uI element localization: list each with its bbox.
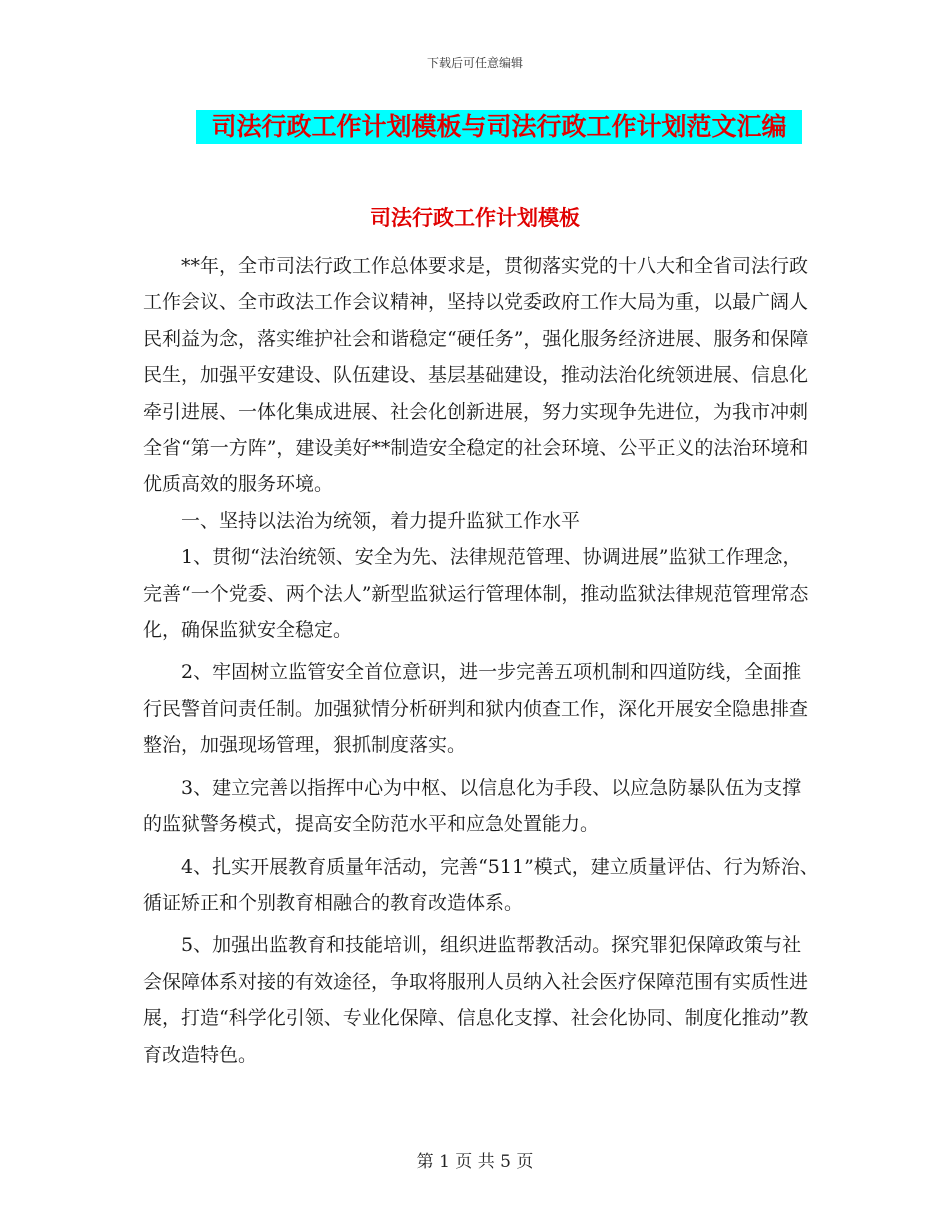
paragraph-intro: **年，全市司法行政工作总体要求是，贯彻落实党的十八大和全省司法行政工作会议、全市政法工作会议精神，坚持以党委政府工作大局为重，以最广阔人民利益为念，落实维护社会和谐稳定“硬任务”，强化服务经济进展、服务和保障民生，加强平安建设、队伍建设、基层基础建设，推动法治化统领进展、信息化牵引进展、一体化集成进展、社会化创新进展，努力实现争先进位，为我市冲刺全省“第一方阵”，建设美好**制造安全稳定的社会环境、公平正义的法治环境和优质高效的服务环境。 [143,255,809,496]
section-heading: 一、坚持以法治为统领，着力提升监狱工作水平 [181,509,581,532]
page-number: 第 1 页 共 5 页 [416,1152,534,1172]
header-note: 下载后可任意编辑 [426,56,523,70]
paragraph-item-4: 4、扎实开展教育质量年活动，完善“511”模式，建立质量评估、行为矫治、循证矫正和个别教育相融合的教育改造体系。 [143,855,819,914]
paragraph-item-1: 1、贯彻“法治统领、安全为先、法律规范管理、协调进展”监狱工作理念，完善“一个党委、两个法人”新型监狱运行管理体制，推动监狱法律规范管理常态化，确保监狱安全稳定。 [143,546,809,642]
paragraph-item-5: 5、加强出监教育和技能培训，组织进监帮教活动。探究罪犯保障政策与社会保障体系对接的有效途径，争取将服刑人员纳入社会医疗保障范围有实质性进展，打造“科学化引领、专业化保障、信息化支撑、社会化协同、制度化推动”教育改造特色。 [143,934,809,1066]
document-main-title: 司法行政工作计划模板与司法行政工作计划范文汇编 [196,110,802,144]
paragraph-item-2: 2、牢固树立监管安全首位意识，进一步完善五项机制和四道防线，全面推行民警首问责任制。加强狱情分析研判和狱内侦查工作，深化开展安全隐患排查整治，加强现场管理，狠抓制度落实。 [143,661,809,757]
section-title: 司法行政工作计划模板 [370,206,580,230]
document-body [143,248,819,1073]
paragraph-item-3: 3、建立完善以指挥中心为中枢、以信息化为手段、以应急防暴队伍为支撑的监狱警务模式，提高安全防范水平和应急处置能力。 [143,776,802,836]
